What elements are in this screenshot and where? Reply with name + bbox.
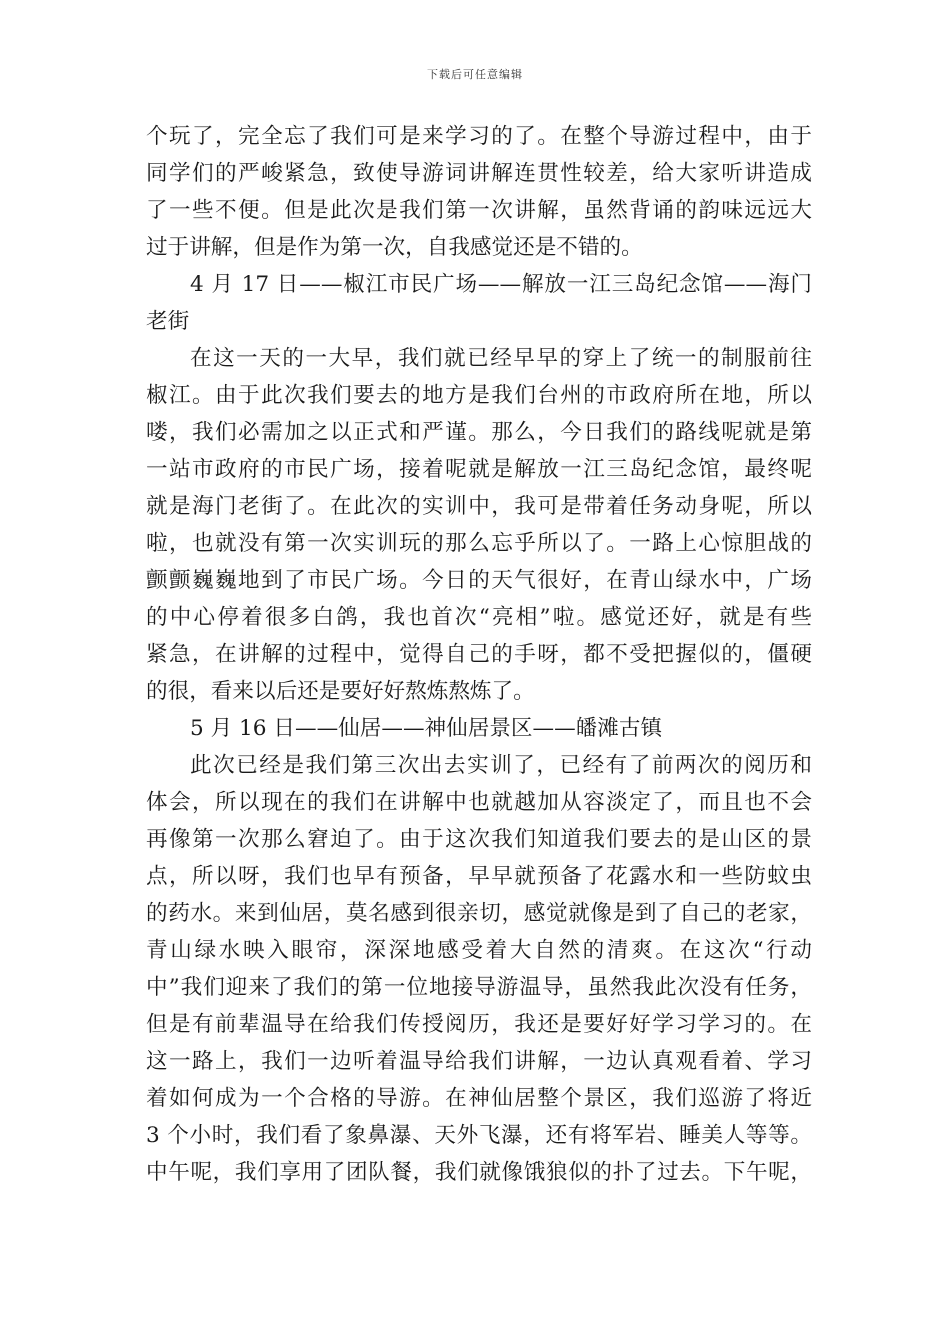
text-line: 3 个小时，我们看了象鼻瀑、天外飞瀑，还有将军岩、睡美人等等。 [146,1123,812,1148]
text-line: 就是海门老街了。在此次的实训中，我可是带着任务动身呢，所以 [146,494,812,519]
text-line: 点，所以呀，我们也早有预备，早早就预备了花露水和一些防蚊虫 [146,864,812,889]
text-line: 的很，看来以后还是要好好熬炼熬炼了。 [146,679,535,704]
text-line: 过于讲解，但是作为第一次，自我感觉还是不错的。 [146,235,643,260]
text-line: 的中心停着很多白鸽，我也首次“亮相”啦。感觉还好，就是有些 [146,605,812,630]
text-line: 个玩了，完全忘了我们可是来学习的了。在整个导游过程中，由于 [146,124,812,149]
text-line: 体会，所以现在的我们在讲解中也就越加从容淡定了，而且也不会 [146,790,812,815]
text-line: 椒江。由于此次我们要去的地方是我们台州的市政府所在地，所以 [146,383,812,408]
text-line: 但是有前辈温导在给我们传授阅历，我还是要好好学习学习的。在 [146,1012,812,1037]
text-line: 这一路上，我们一边听着温导给我们讲解，一边认真观看着、学习 [146,1049,812,1074]
text-line: 4 月 17 日——椒江市民广场——解放一江三岛纪念馆——海门 [190,272,812,297]
text-line: 在这一天的一大早，我们就已经早早的穿上了统一的制服前往 [190,346,812,371]
text-line: 再像第一次那么窘迫了。由于这次我们知道我们要去的是山区的景 [146,827,812,852]
text-line: 中午呢，我们享用了团队餐，我们就像饿狼似的扑了过去。下午呢， [146,1160,812,1185]
text-line: 了一些不便。但是此次是我们第一次讲解，虽然背诵的韵味远远大 [146,198,812,223]
text-line: 青山绿水映入眼帘，深深地感受着大自然的清爽。在这次“行动 [146,938,812,963]
text-line: 啦，也就没有第一次实训玩的那么忘乎所以了。一路上心惊胆战的 [146,531,812,556]
text-line: 一站市政府的市民广场，接着呢就是解放一江三岛纪念馆，最终呢 [146,457,812,482]
text-line: 老街 [146,309,190,334]
document-body [146,118,812,1191]
page-header: 下载后可任意编辑 [427,68,523,81]
text-line: 此次已经是我们第三次出去实训了，已经有了前两次的阅历和 [190,753,812,778]
text-line: 中”我们迎来了我们的第一位地接导游温导，虽然我此次没有任务， [146,975,812,1000]
text-line: 的药水。来到仙居，莫名感到很亲切，感觉就像是到了自己的老家， [146,901,812,926]
text-line: 5 月 16 日——仙居——神仙居景区——皤滩古镇 [190,716,663,741]
text-line: 喽，我们必需加之以正式和严谨。那么，今日我们的路线呢就是第 [146,420,812,445]
text-line: 紧急，在讲解的过程中，觉得自己的手呀，都不受把握似的，僵硬 [146,642,812,667]
text-line: 颤颤巍巍地到了市民广场。今日的天气很好，在青山绿水中，广场 [146,568,812,593]
text-line: 着如何成为一个合格的导游。在神仙居整个景区，我们巡游了将近 [146,1086,812,1111]
text-line: 同学们的严峻紧急，致使导游词讲解连贯性较差，给大家听讲造成 [146,161,812,186]
